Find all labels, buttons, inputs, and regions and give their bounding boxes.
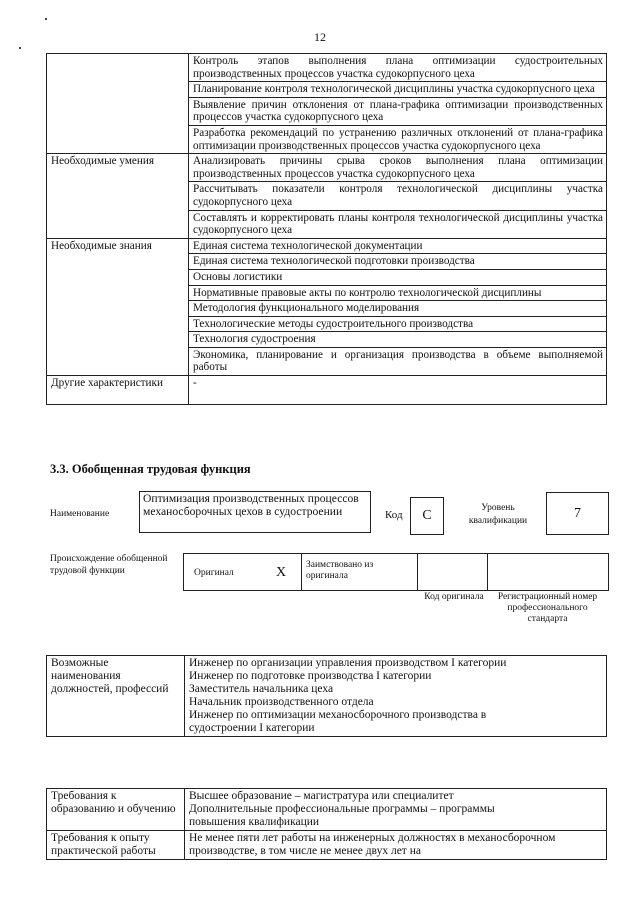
- education-label: Требования к образованию и обучению: [47, 789, 185, 831]
- level-value: 7: [574, 506, 581, 521]
- name-label: Наименование: [50, 509, 110, 519]
- table-cell: Экономика, планирование и организация производства в объеме выполняемой работы: [189, 347, 607, 375]
- table-cell: Единая система технологической подготовки производства: [189, 254, 607, 270]
- section-title: 3.3. Обобщенная трудовая функция: [50, 462, 251, 476]
- origin-box: [183, 553, 609, 591]
- code-original-label: Код оригинала: [424, 592, 484, 602]
- level-label: Уровень квалификации: [468, 503, 528, 526]
- row-label: Другие характеристики: [47, 376, 189, 405]
- row-label: Необходимые умения: [47, 154, 189, 239]
- experience-label: Требования к опыту практической работы: [47, 831, 185, 860]
- table-cell: Методология функционального моделирования: [189, 301, 607, 317]
- table-cell: Единая система технологической документации: [189, 238, 607, 254]
- table-cell: Технологические методы судостроительного производства: [189, 316, 607, 332]
- table-cell: Анализировать причины срыва сроков выполнения плана оптимизации производственных процессов участка судокорпусного цеха: [189, 154, 607, 182]
- requirements-table: [46, 788, 607, 860]
- list-item: Заместитель начальника цеха: [189, 683, 334, 695]
- upper-table: [46, 53, 607, 405]
- origin-label: Происхождение обобщенной трудовой функции: [50, 554, 168, 576]
- scan-mark: [45, 18, 47, 20]
- reg-number-label: Регистрационный номер профессионального стандарта: [497, 592, 598, 624]
- positions-label: Возможные наименования должностей, профессий: [47, 656, 185, 737]
- scan-mark: [19, 47, 21, 49]
- positions-table: [46, 655, 607, 737]
- page-number: 12: [314, 30, 326, 44]
- list-item: Инженер по подготовке производства I категории: [189, 670, 432, 682]
- function-name-box: [139, 491, 371, 533]
- list-item: Инженер по организации управления производством I категории: [189, 657, 507, 669]
- list-item: Дополнительные профессиональные программы – программы повышения квалификации: [189, 803, 495, 828]
- experience-text: Не менее пяти лет работы на инженерных должностях в механосборочном производстве, в том числе не менее двух лет на: [185, 831, 607, 860]
- table-cell: Планирование контроля технологической дисциплины участка судокорпусного цеха: [189, 82, 607, 98]
- table-cell: Контроль этапов выполнения плана оптимизации судостроительных производственных процессов участка судокорпусного цеха: [189, 54, 607, 82]
- code-label: Код: [385, 509, 403, 521]
- table-cell: Основы логистики: [189, 269, 607, 285]
- table-cell: Технология судостроения: [189, 332, 607, 348]
- row-label: Необходимые знания: [47, 238, 189, 375]
- table-cell: Нормативные правовые акты по контролю технологической дисциплины: [189, 285, 607, 301]
- level-box: [546, 492, 609, 535]
- table-cell: -: [189, 376, 607, 405]
- original-label: Оригинал: [194, 568, 234, 578]
- list-item: Начальник производственного отдела: [189, 696, 374, 708]
- list-item: Высшее образование – магистратура или специалитет: [189, 790, 454, 802]
- borrowed-label: Заимствовано из оригинала: [306, 560, 374, 581]
- positions-list: [185, 656, 607, 737]
- list-item: Инженер по оптимизации механосборочного производства в судостроении I категории: [189, 709, 487, 734]
- code-box: [410, 497, 444, 535]
- function-name: Оптимизация производственных процессов механосборочных цехов в судостроении: [143, 492, 359, 518]
- row-label: [47, 54, 189, 154]
- table-cell: Рассчитывать показатели контроля технологической дисциплины участка судокорпусного цеха: [189, 182, 607, 210]
- table-cell: Выявление причин отклонения от плана-графика оптимизации производственных процессов участка судокорпусного цеха: [189, 97, 607, 125]
- table-cell: Составлять и корректировать планы контроля технологической дисциплины участка судокорпусного цеха: [189, 210, 607, 238]
- table-cell: Разработка рекомендаций по устранению различных отклонений от плана-графика оптимизации производственных процессов участка судокорпусного цеха: [189, 125, 607, 153]
- original-mark: X: [276, 565, 287, 580]
- code-value: C: [422, 508, 432, 523]
- education-list: [185, 789, 607, 831]
